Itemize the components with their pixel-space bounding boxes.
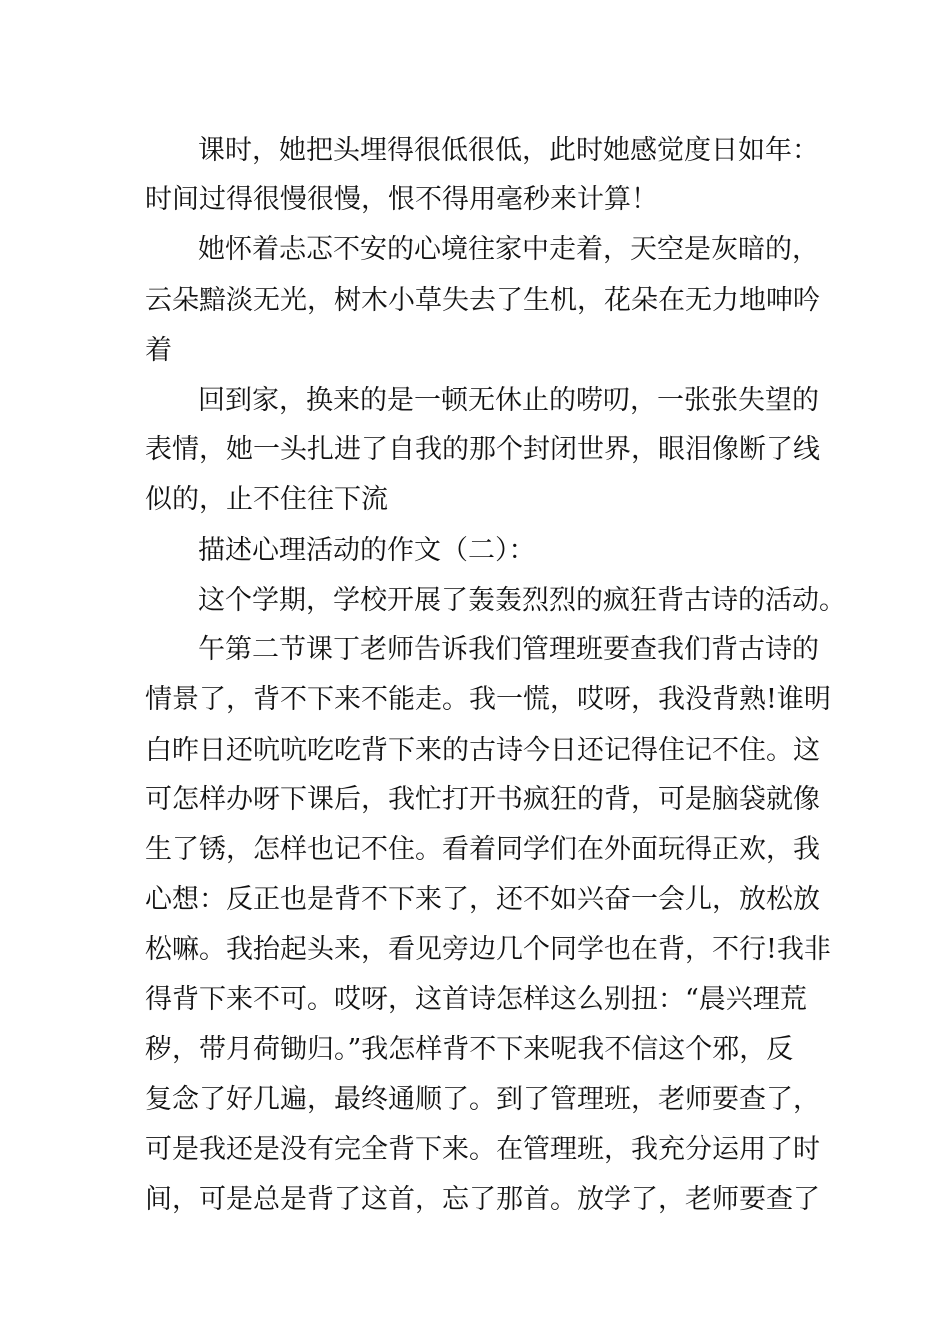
text-line: 情景了，背不下来不能走。我一慌，哎呀，我没背熟!谁明: [145, 684, 831, 715]
text-line: 似的，止不住往下流: [145, 484, 388, 515]
text-line: 可怎样办呀下课后，我忙打开书疯狂的背，可是脑袋就像: [145, 784, 820, 815]
text-line: 课时，她把头埋得很低很低，此时她感觉度日如年：: [198, 135, 819, 166]
text-line: 她怀着忐忑不安的心境往家中走着，天空是灰暗的，: [198, 234, 819, 265]
text-line: 松嘛。我抬起头来，看见旁边几个同学也在背，不行!我非: [145, 934, 831, 965]
text-line: 午第二节课丁老师告诉我们管理班要查我们背古诗的: [198, 634, 819, 665]
text-line: 间，可是总是背了这首，忘了那首。放学了，老师要查了: [145, 1184, 820, 1215]
section-heading: 描述心理活动的作文（二）：: [198, 535, 536, 566]
text-line: 复念了好几遍，最终通顺了。到了管理班，老师要查了，: [145, 1084, 820, 1115]
text-line: 云朵黯淡无光，树木小草失去了生机，花朵在无力地呻吟: [145, 285, 820, 316]
text-line: 可是我还是没有完全背下来。在管理班，我充分运用了时: [145, 1134, 820, 1165]
text-line: 秽，带月荷锄归。”我怎样背不下来呢我不信这个邪，反: [145, 1034, 794, 1065]
text-line: 得背下来不可。哎呀，这首诗怎样这么别扭：“晨兴理荒: [145, 984, 807, 1015]
text-line: 心想：反正也是背不下来了，还不如兴奋一会儿，放松放: [145, 884, 820, 915]
text-line: 白昨日还吭吭吃吃背下来的古诗今日还记得住记不住。这: [145, 735, 820, 766]
text-line: 表情，她一头扎进了自我的那个封闭世界，眼泪像断了线: [145, 434, 820, 465]
text-line: 这个学期，学校开展了轰轰烈烈的疯狂背古诗的活动。: [198, 585, 846, 616]
text-line: 时间过得很慢很慢，恨不得用毫秒来计算！: [145, 184, 658, 215]
text-line: 回到家，换来的是一顿无休止的唠叨，一张张失望的: [198, 385, 819, 416]
text-line: 着: [145, 335, 172, 366]
text-line: 生了锈，怎样也记不住。看着同学们在外面玩得正欢，我: [145, 834, 820, 865]
